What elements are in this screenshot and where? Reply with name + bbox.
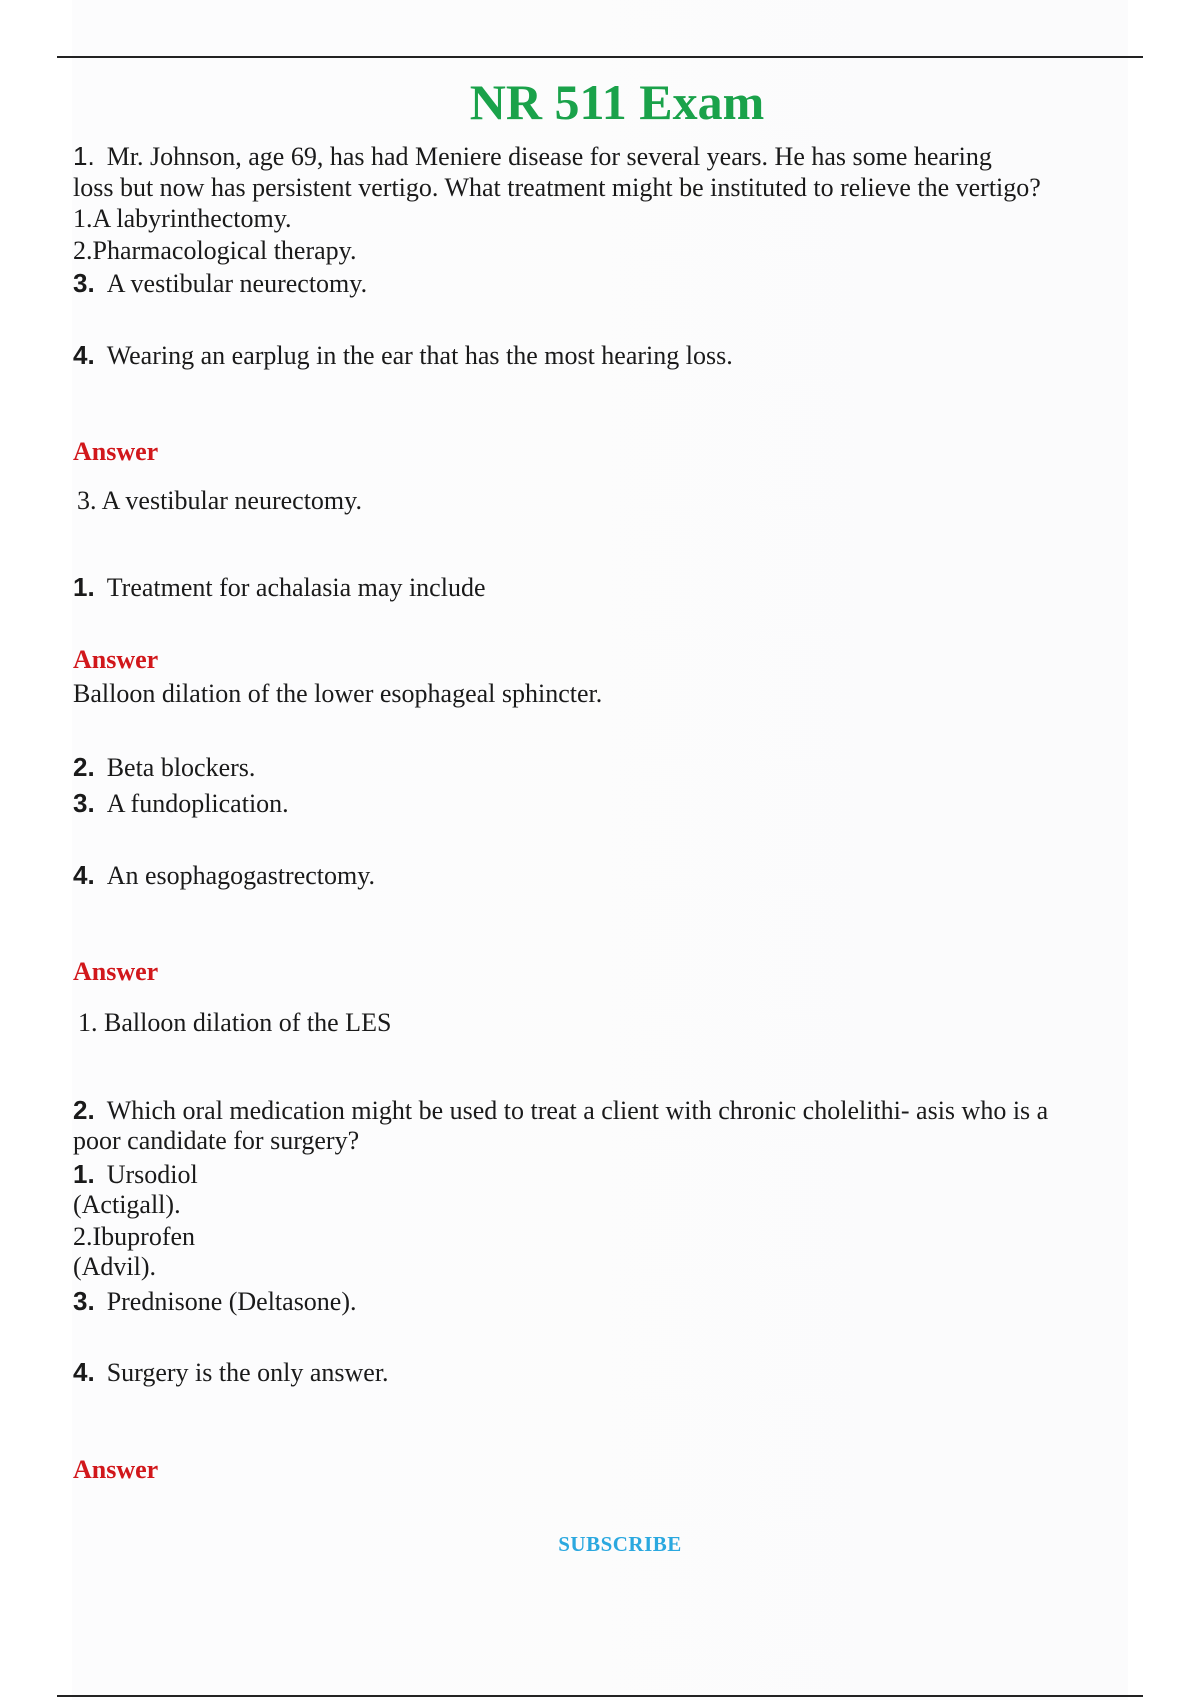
q1-option-4-text: Wearing an earplug in the ear that has the most hearing loss. [106, 341, 733, 370]
q2-option-3-text: A fundoplication. [106, 789, 289, 818]
q2-text: Treatment for achalasia may include [106, 573, 486, 602]
q1-text-line1: Mr. Johnson, age 69, has had Meniere disease for several years. He has some hearing [106, 142, 992, 171]
q1-option-3-text: A vestibular neurectomy. [106, 269, 368, 298]
q2-number: 1. [73, 572, 95, 602]
q2-option-4-text: An esophagogastrectomy. [106, 861, 376, 890]
q1-option-3 [73, 267, 367, 300]
q2-answer-inline: Balloon dilation of the lower esophageal sphincter. [73, 679, 603, 708]
q1-stem-line2: loss but now has persistent vertigo. What treatment might be instituted to relieve the vertigo? [73, 173, 1041, 202]
q3-option-3 [73, 1285, 357, 1318]
q3-option-4-number: 4. [73, 1357, 95, 1387]
q1-option-4-number: 4. [73, 340, 95, 370]
q2-answer-text: 1. Balloon dilation of the LES [78, 1008, 392, 1037]
q1-answer-label: Answer [73, 437, 159, 466]
q3-answer-label: Answer [73, 1455, 159, 1484]
q3-option-3-number: 3. [73, 1286, 95, 1316]
q3-option-4 [73, 1356, 389, 1389]
q3-text-line1: Which oral medication might be used to treat a client with chronic cholelithi- asis who is a [106, 1096, 1049, 1125]
q3-option-1-number: 1. [73, 1159, 95, 1189]
q2-answer2-label: Answer [73, 957, 159, 986]
q1-option-2: 2.Pharmacological therapy. [73, 236, 357, 265]
q1-option-1: 1.A labyrinthectomy. [73, 204, 292, 233]
q3-option-4-text: Surgery is the only answer. [106, 1358, 389, 1387]
bottom-rule [57, 1695, 1143, 1697]
q3-stem-line1 [73, 1094, 1048, 1127]
q3-option-2-line1: 2.Ibuprofen [73, 1222, 196, 1251]
q2-option-3-number: 3. [73, 788, 95, 818]
q2-answer-label: Answer [73, 645, 159, 674]
q2-option-2-text: Beta blockers. [106, 753, 256, 782]
q2-option-4 [73, 859, 375, 892]
q1-stem-line1 [73, 140, 992, 173]
q1-option-4 [73, 339, 733, 372]
top-rule [57, 56, 1143, 58]
q3-option-2-line2: (Advil). [73, 1252, 157, 1281]
q3-option-1-text: Ursodiol [106, 1160, 198, 1189]
q2-option-2 [73, 751, 255, 784]
q3-option-1-line2: (Actigall). [73, 1190, 181, 1219]
q2-option-3 [73, 787, 289, 820]
subscribe-link[interactable]: SUBSCRIBE [558, 1532, 682, 1556]
q1-option-3-number: 3. [73, 268, 95, 298]
q2-stem [73, 571, 485, 604]
page-title: NR 511 Exam [469, 74, 765, 130]
q3-number: 2. [73, 1095, 95, 1125]
q2-option-2-number: 2. [73, 752, 95, 782]
q3-option-1-line1 [73, 1158, 198, 1191]
q3-option-3-text: Prednisone (Deltasone). [106, 1287, 357, 1316]
q2-option-4-number: 4. [73, 860, 95, 890]
q1-answer-text: 3. A vestibular neurectomy. [77, 486, 362, 515]
q1-number: 1. [73, 141, 95, 171]
q3-stem-line2: poor candidate for surgery? [73, 1126, 360, 1155]
